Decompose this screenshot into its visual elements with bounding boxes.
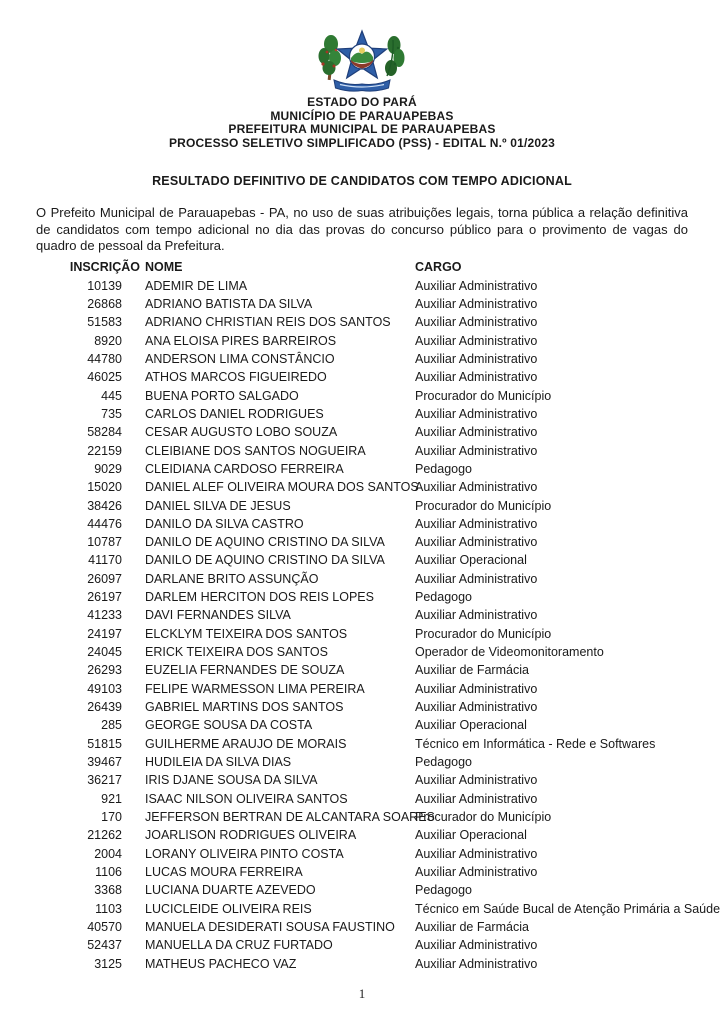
nome-cell: LORANY OLIVEIRA PINTO COSTA <box>145 846 344 861</box>
table-row <box>36 661 724 679</box>
inscricao-cell: 285 <box>101 718 122 733</box>
nome-cell: JOARLISON RODRIGUES OLIVEIRA <box>145 828 357 843</box>
table-row <box>36 497 724 515</box>
inscricao-cell: 24197 <box>87 626 122 641</box>
cargo-cell: Técnico em Informática - Rede e Softwares <box>415 736 656 751</box>
cargo-cell: Auxiliar Administrativo <box>415 516 538 531</box>
table-row <box>36 478 724 496</box>
table-header-row <box>36 258 724 276</box>
cargo-cell: Auxiliar Administrativo <box>415 938 538 953</box>
crest-ribbon <box>334 80 390 91</box>
inscricao-cell: 39467 <box>87 755 122 770</box>
cargo-cell: Auxiliar Operacional <box>415 553 527 568</box>
table-row <box>36 606 724 624</box>
table-row <box>36 295 724 313</box>
table-row <box>36 423 724 441</box>
cargo-cell: Auxiliar Administrativo <box>415 278 538 293</box>
inscricao-cell: 26293 <box>87 663 122 678</box>
table-row <box>36 881 724 899</box>
inscricao-cell: 8920 <box>94 333 122 348</box>
nome-cell: MANUELA DESIDERATI SOUSA FAUSTINO <box>145 920 395 935</box>
inscricao-cell: 10787 <box>87 535 122 550</box>
table-body <box>36 277 724 973</box>
nome-cell: DANILO DE AQUINO CRISTINO DA SILVA <box>145 553 385 568</box>
inscricao-cell: 46025 <box>87 370 122 385</box>
inscricao-cell: 9029 <box>94 461 122 476</box>
table-row <box>36 900 724 918</box>
cargo-cell: Auxiliar Administrativo <box>415 406 538 421</box>
table-row <box>36 277 724 295</box>
org-line-prefeitura: PREFEITURA MUNICIPAL DE PARAUAPEBAS <box>228 122 496 137</box>
intro-paragraph: O Prefeito Municipal de Parauapebas - PA, no uso de suas atribuições legais, torna pública a relação definitiva de candidatos com tempo adicional no dia das provas do concurso público para o provimento de vagas do quadro de pessoal da Prefeitura. <box>36 205 688 253</box>
nome-cell: CLEIDIANA CARDOSO FERREIRA <box>145 461 344 476</box>
cargo-cell: Auxiliar Administrativo <box>415 535 538 550</box>
cargo-cell: Auxiliar Administrativo <box>415 425 538 440</box>
cargo-cell: Auxiliar Administrativo <box>415 846 538 861</box>
table-row <box>36 643 724 661</box>
inscricao-cell: 1103 <box>95 901 122 916</box>
column-header-inscricao: INSCRIÇÃO <box>69 260 140 275</box>
inscricao-cell: 40570 <box>87 920 122 935</box>
crest-right-branch <box>385 36 405 76</box>
column-header-nome: NOME <box>145 260 183 275</box>
nome-cell: ATHOS MARCOS FIGUEIREDO <box>145 370 327 385</box>
inscricao-cell: 36217 <box>87 773 122 788</box>
cargo-cell: Auxiliar Administrativo <box>415 571 538 586</box>
table-row <box>36 570 724 588</box>
nome-cell: LUCIANA DUARTE AZEVEDO <box>145 883 316 898</box>
table-row <box>36 826 724 844</box>
inscricao-cell: 921 <box>101 791 122 806</box>
table-row <box>36 735 724 753</box>
inscricao-cell: 2004 <box>94 846 122 861</box>
nome-cell: GUILHERME ARAUJO DE MORAIS <box>145 736 347 751</box>
cargo-cell: Auxiliar Administrativo <box>415 370 538 385</box>
table-row <box>36 625 724 643</box>
cargo-cell: Auxiliar Administrativo <box>415 865 538 880</box>
inscricao-cell: 26868 <box>87 296 122 311</box>
cargo-cell: Pedagogo <box>415 755 473 770</box>
inscricao-cell: 49103 <box>87 681 122 696</box>
cargo-cell: Auxiliar Administrativo <box>415 700 538 715</box>
nome-cell: CESAR AUGUSTO LOBO SOUZA <box>145 425 338 440</box>
cargo-cell: Auxiliar Administrativo <box>415 681 538 696</box>
table-row <box>36 332 724 350</box>
candidates-table <box>36 258 724 973</box>
cargo-cell: Auxiliar Administrativo <box>415 443 538 458</box>
nome-cell: JEFFERSON BERTRAN DE ALCANTARA SOARES <box>145 810 435 825</box>
nome-cell: EUZELIA FERNANDES DE SOUZA <box>145 663 345 678</box>
nome-cell: CLEIBIANE DOS SANTOS NOGUEIRA <box>145 443 366 458</box>
cargo-cell: Técnico em Saúde Bucal de Atenção Primária a Saúde <box>415 901 721 916</box>
nome-cell: DANIEL ALEF OLIVEIRA MOURA DOS SANTOS <box>145 480 419 495</box>
nome-cell: GABRIEL MARTINS DOS SANTOS <box>145 700 344 715</box>
cargo-cell: Auxiliar de Farmácia <box>415 920 529 935</box>
org-line-processo: PROCESSO SELETIVO SIMPLIFICADO (PSS) - EDITAL N.º 01/2023 <box>168 135 556 150</box>
table-row <box>36 771 724 789</box>
cargo-cell: Auxiliar Administrativo <box>415 296 538 311</box>
nome-cell: DANILO DE AQUINO CRISTINO DA SILVA <box>145 535 385 550</box>
table-row <box>36 716 724 734</box>
inscricao-cell: 170 <box>101 810 122 825</box>
inscricao-cell: 44476 <box>87 516 122 531</box>
cargo-cell: Auxiliar de Farmácia <box>415 663 529 678</box>
nome-cell: DANIEL SILVA DE JESUS <box>145 498 291 513</box>
table-row <box>36 533 724 551</box>
inscricao-cell: 445 <box>101 388 122 403</box>
page-number: 1 <box>358 986 366 1001</box>
cargo-cell: Auxiliar Administrativo <box>415 791 538 806</box>
table-row <box>36 313 724 331</box>
cargo-cell: Procurador do Município <box>415 498 552 513</box>
inscricao-cell: 51583 <box>87 315 122 330</box>
nome-cell: ANDERSON LIMA CONSTÂNCIO <box>145 351 335 366</box>
cargo-cell: Procurador do Município <box>415 810 552 825</box>
cargo-cell: Auxiliar Administrativo <box>415 480 538 495</box>
inscricao-cell: 735 <box>101 406 122 421</box>
inscricao-cell: 3368 <box>94 883 122 898</box>
nome-cell: HUDILEIA DA SILVA DIAS <box>145 755 292 770</box>
crest-left-branch <box>319 35 342 80</box>
cargo-cell: Auxiliar Administrativo <box>415 608 538 623</box>
inscricao-cell: 15020 <box>87 480 122 495</box>
cargo-cell: Auxiliar Administrativo <box>415 333 538 348</box>
nome-cell: DANILO DA SILVA CASTRO <box>145 516 304 531</box>
inscricao-cell: 26197 <box>87 590 122 605</box>
nome-cell: DARLEM HERCITON DOS REIS LOPES <box>145 590 374 605</box>
table-row <box>36 753 724 771</box>
document-title: RESULTADO DEFINITIVO DE CANDIDATOS COM TEMPO ADICIONAL <box>152 174 572 189</box>
inscricao-cell: 44780 <box>87 351 122 366</box>
nome-cell: MATHEUS PACHECO VAZ <box>145 956 297 971</box>
table-row <box>36 918 724 936</box>
nome-cell: FELIPE WARMESSON LIMA PEREIRA <box>145 681 365 696</box>
inscricao-cell: 24045 <box>87 645 122 660</box>
org-line-estado: ESTADO DO PARÁ <box>307 95 417 109</box>
cargo-cell: Auxiliar Administrativo <box>415 956 538 971</box>
inscricao-cell: 41233 <box>87 608 122 623</box>
nome-cell: BUENA PORTO SALGADO <box>145 388 299 403</box>
nome-cell: ADRIANO BATISTA DA SILVA <box>145 296 313 311</box>
table-row <box>36 442 724 460</box>
table-row <box>36 551 724 569</box>
nome-cell: ADEMIR DE LIMA <box>145 278 248 293</box>
inscricao-cell: 58284 <box>87 425 122 440</box>
inscricao-cell: 22159 <box>87 443 122 458</box>
nome-cell: CARLOS DANIEL RODRIGUES <box>145 406 324 421</box>
inscricao-cell: 10139 <box>87 278 122 293</box>
inscricao-cell: 41170 <box>88 553 122 568</box>
inscricao-cell: 38426 <box>87 498 122 513</box>
cargo-cell: Pedagogo <box>415 590 473 605</box>
inscricao-cell: 51815 <box>87 736 122 751</box>
nome-cell: ANA ELOISA PIRES BARREIROS <box>145 333 337 348</box>
nome-cell: MANUELLA DA CRUZ FURTADO <box>145 938 333 953</box>
nome-cell: ERICK TEIXEIRA DOS SANTOS <box>145 645 328 660</box>
nome-cell: LUCAS MOURA FERREIRA <box>145 865 303 880</box>
inscricao-cell: 1106 <box>95 865 122 880</box>
cargo-cell: Pedagogo <box>415 883 473 898</box>
nome-cell: IRIS DJANE SOUSA DA SILVA <box>145 773 318 788</box>
nome-cell: ADRIANO CHRISTIAN REIS DOS SANTOS <box>145 315 391 330</box>
nome-cell: DARLANE BRITO ASSUNÇÃO <box>145 571 319 586</box>
table-row <box>36 845 724 863</box>
table-row <box>36 515 724 533</box>
table-row <box>36 680 724 698</box>
org-header <box>0 96 724 150</box>
nome-cell: LUCICLEIDE OLIVEIRA REIS <box>145 901 312 916</box>
nome-cell: ISAAC NILSON OLIVEIRA SANTOS <box>145 791 348 806</box>
inscricao-cell: 26439 <box>87 700 122 715</box>
column-header-cargo: CARGO <box>415 260 462 275</box>
table-row <box>36 698 724 716</box>
cargo-cell: Auxiliar Administrativo <box>415 351 538 366</box>
table-row <box>36 387 724 405</box>
nome-cell: ELCKLYM TEIXEIRA DOS SANTOS <box>145 626 348 641</box>
org-line-municipio: MUNICÍPIO DE PARAUAPEBAS <box>270 108 454 123</box>
inscricao-cell: 52437 <box>87 938 122 953</box>
cargo-cell: Pedagogo <box>415 461 473 476</box>
cargo-cell: Auxiliar Administrativo <box>415 773 538 788</box>
cargo-cell: Auxiliar Operacional <box>415 828 527 843</box>
cargo-cell: Procurador do Município <box>415 626 552 641</box>
inscricao-cell: 3125 <box>94 956 122 971</box>
table-row <box>36 808 724 826</box>
coat-of-arms-icon <box>314 28 410 94</box>
table-row <box>36 405 724 423</box>
cargo-cell: Operador de Videomonitoramento <box>415 645 604 660</box>
table-row <box>36 460 724 478</box>
crest-center-disc <box>350 44 375 69</box>
table-row <box>36 588 724 606</box>
cargo-cell: Auxiliar Administrativo <box>415 315 538 330</box>
inscricao-cell: 26097 <box>87 571 122 586</box>
cargo-cell: Auxiliar Operacional <box>415 718 527 733</box>
table-row <box>36 863 724 881</box>
table-row <box>36 936 724 954</box>
table-row <box>36 350 724 368</box>
nome-cell: GEORGE SOUSA DA COSTA <box>145 718 313 733</box>
table-row <box>36 955 724 973</box>
inscricao-cell: 21262 <box>87 828 122 843</box>
nome-cell: DAVI FERNANDES SILVA <box>145 608 291 623</box>
cargo-cell: Procurador do Município <box>415 388 552 403</box>
table-row <box>36 790 724 808</box>
table-row <box>36 368 724 386</box>
